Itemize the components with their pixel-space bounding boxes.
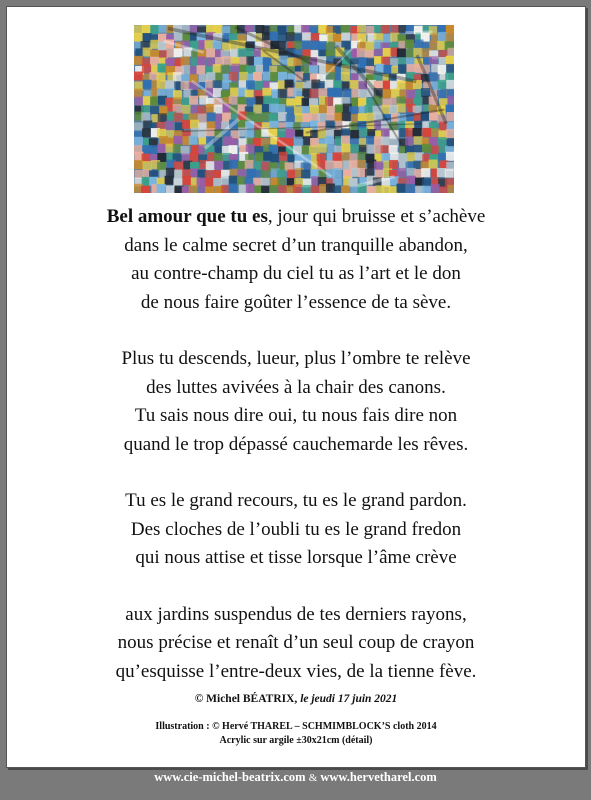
poem-line: des luttes avivées à la chair des canons. bbox=[146, 376, 446, 398]
poem-line: au contre-champ du ciel tu as l’art et le don bbox=[131, 263, 461, 284]
footer-links bbox=[0, 770, 591, 785]
website-link-2[interactable]: www.hervetharel.com bbox=[320, 770, 437, 784]
poem-line: aux jardins suspendus de tes derniers rayons, bbox=[125, 603, 467, 625]
stanza-2 bbox=[7, 345, 585, 459]
poem-line: Des cloches de l’oubli tu es le grand fredon bbox=[130, 518, 462, 540]
poem-line: Bel amour que tu es, jour qui bruisse et s’achève bbox=[106, 206, 486, 227]
poem-line: de nous faire goûter l’essence de ta sève. bbox=[140, 291, 452, 313]
stanza-3 bbox=[7, 487, 585, 573]
poem-line: quand le trop dépassé cauchemarde les rêves. bbox=[123, 433, 469, 455]
poem-line: qui nous attise et tisse lorsque l’âme crève bbox=[135, 547, 457, 568]
signature-author: © Michel BÉATRIX, bbox=[194, 693, 298, 705]
illustration-credits bbox=[7, 720, 585, 748]
signature-date: le jeudi 17 juin 2021 bbox=[300, 693, 398, 705]
document-page bbox=[6, 6, 586, 768]
credits-line-2: Acrylic sur argile ±30x21cm (détail) bbox=[219, 735, 373, 746]
poem-title: Bel amour que tu es bbox=[106, 206, 268, 227]
stanza-4 bbox=[7, 601, 585, 687]
patchwork-illustration bbox=[134, 25, 454, 193]
patchwork-cloth-image bbox=[134, 25, 454, 193]
poem-line: Tu es le grand recours, tu es le grand pardon. bbox=[125, 490, 467, 511]
stanza-1 bbox=[7, 203, 585, 317]
poem-line: qu’esquisse l’entre-deux vies, de la tienne fève. bbox=[115, 660, 477, 682]
signature bbox=[7, 693, 585, 705]
poem bbox=[7, 203, 585, 714]
poem-line: nous précise et renaît d’un seul coup de crayon bbox=[117, 632, 475, 653]
poem-line: Tu sais nous dire oui, tu nous fais dire non bbox=[134, 405, 458, 426]
credits-line-1: Illustration : © Hervé THAREL – SCHMIMBLOCK’S cloth 2014 bbox=[155, 721, 437, 732]
footer-ampersand: & bbox=[308, 772, 318, 784]
poem-line: dans le calme secret d’un tranquille abandon, bbox=[124, 234, 468, 256]
poem-line: Plus tu descends, lueur, plus l’ombre te relève bbox=[121, 348, 471, 369]
website-link-1[interactable]: www.cie-michel-beatrix.com bbox=[154, 770, 306, 784]
